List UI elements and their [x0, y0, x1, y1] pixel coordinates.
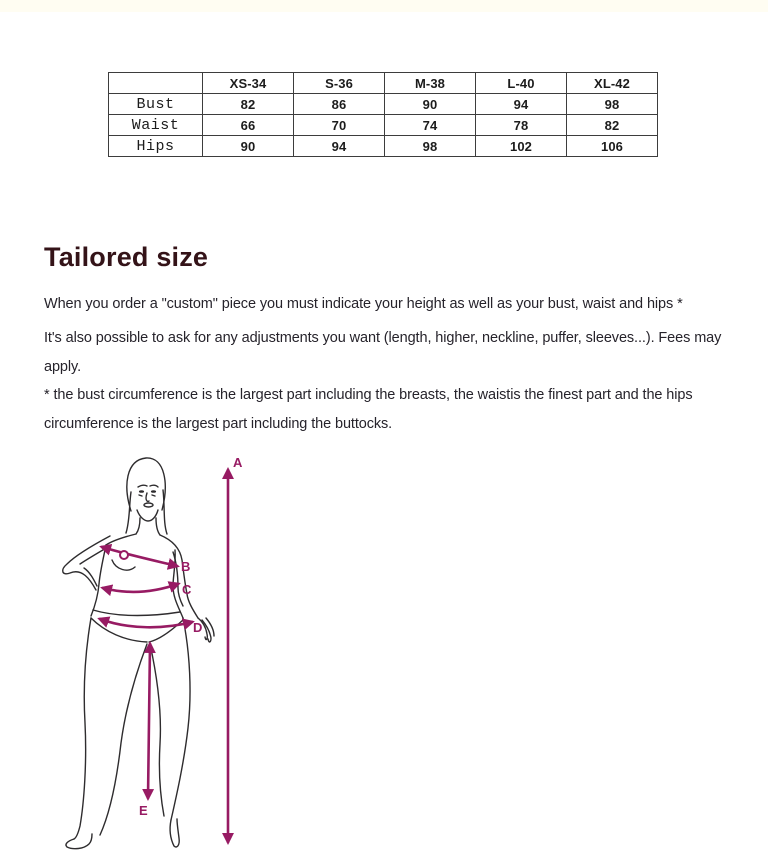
- size-value: 90: [385, 94, 476, 115]
- figure-face: [137, 485, 158, 521]
- measurement-diagram: [40, 448, 260, 860]
- height-arrow: [228, 455, 243, 842]
- inseam-arrow: [139, 644, 150, 818]
- size-value: 86: [294, 94, 385, 115]
- size-column-header: [109, 73, 203, 94]
- inseam-label: E: [139, 803, 148, 818]
- size-table-body: [109, 94, 658, 157]
- size-column-header: XL-42: [567, 73, 658, 94]
- size-column-header: M-38: [385, 73, 476, 94]
- size-table-row: [109, 136, 658, 157]
- top-cream-band: [0, 0, 768, 12]
- hips-label: D: [193, 620, 203, 635]
- size-column-header: XS-34: [203, 73, 294, 94]
- size-value: 70: [294, 115, 385, 136]
- measurement-row-label: Waist: [109, 115, 203, 136]
- size-value: 94: [294, 136, 385, 157]
- tape-ring-icon: [120, 551, 128, 559]
- size-value: 90: [203, 136, 294, 157]
- size-column-header: L-40: [476, 73, 567, 94]
- waist-label: C: [182, 582, 192, 597]
- measurement-row-label: Bust: [109, 94, 203, 115]
- size-chart: [108, 72, 658, 157]
- size-table-row: [109, 115, 658, 136]
- size-value: 74: [385, 115, 476, 136]
- hips-arrow: [100, 619, 202, 635]
- custom-order-note: When you order a "custom" piece you must indicate your height as well as your bust, waist and hips *: [44, 296, 683, 312]
- size-value: 98: [567, 94, 658, 115]
- size-value: 66: [203, 115, 294, 136]
- measurement-definitions-note: * the bust circumference is the largest part including the breasts, the waistis the finest part and the hips circumference is the largest part including the buttocks.: [44, 387, 693, 432]
- size-table: [108, 72, 658, 157]
- height-label: A: [233, 455, 243, 470]
- size-column-header: S-36: [294, 73, 385, 94]
- size-value: 102: [476, 136, 567, 157]
- size-value: 94: [476, 94, 567, 115]
- adjustments-note: It's also possible to ask for any adjustments you want (length, higher, neckline, puffer, sleeves...). Fees may apply.: [44, 330, 722, 375]
- size-value: 82: [203, 94, 294, 115]
- body-figure: [63, 458, 214, 849]
- size-value: 98: [385, 136, 476, 157]
- bust-label: B: [181, 559, 191, 574]
- size-value: 78: [476, 115, 567, 136]
- size-table-header: [109, 73, 658, 94]
- size-value: 82: [567, 115, 658, 136]
- size-table-row: [109, 94, 658, 115]
- size-value: 106: [567, 136, 658, 157]
- measurement-row-label: Hips: [109, 136, 203, 157]
- page-title: Tailored size: [44, 242, 209, 272]
